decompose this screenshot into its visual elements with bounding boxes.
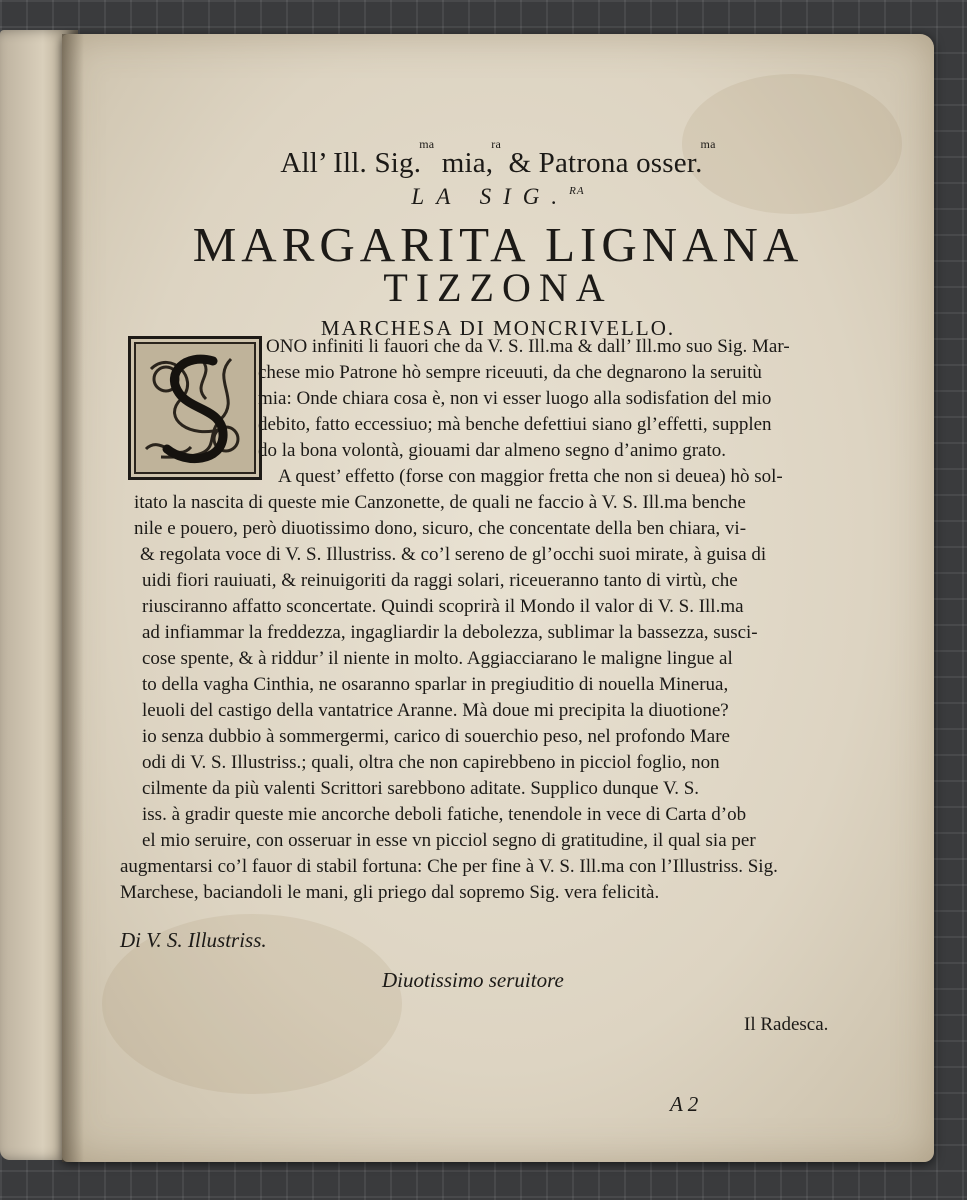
body-line: A quest’ effetto (forse con maggior fretta che non si deuea) hò sol- xyxy=(278,466,783,487)
dedication-text: mia, xyxy=(434,147,494,179)
la-sig-heading xyxy=(62,184,934,210)
body-line: nile e pouero, però diuotissimo dono, sicuro, che concentate della ben chiara, vi- xyxy=(134,518,747,539)
ornament-icon xyxy=(131,339,259,477)
superscript: ra xyxy=(491,137,501,151)
body-line: Marchese, baciandoli le mani, gli priego dal sopremo Sig. vera felicità. xyxy=(120,882,660,903)
body-line: debito, fatto eccessiuo; mà benche defettiui siano gl’effetti, supplen xyxy=(258,414,772,435)
closing-servitore: Diuotissimo seruitore xyxy=(382,968,564,992)
name-heading-line-2: TIZZONA xyxy=(383,265,613,310)
body-line: el mio seruire, con osseruar in esse vn picciol segno di gratitudine, il qual sia per xyxy=(142,830,756,851)
dedication-heading xyxy=(62,137,934,180)
body-line: ONO infiniti li fauori che da V. S. Ill.ma & dall’ Ill.mo suo Sig. Mar- xyxy=(266,336,790,357)
book-page xyxy=(62,34,934,1162)
body-line: uidi fiori rauiuati, & reinuigoriti da raggi solari, riceueranno tanto di virtù, che xyxy=(142,570,738,591)
body-line: odi di V. S. Illustriss.; quali, oltra che non capirebbeno in picciol foglio, non xyxy=(142,752,720,773)
signature-mark: A 2 xyxy=(670,1092,699,1116)
la-sig-text: LA SIG. xyxy=(411,184,570,209)
superscript: ma xyxy=(700,137,716,151)
decorated-initial-s xyxy=(128,336,262,480)
name-heading-line-1: MARGARITA LIGNANA xyxy=(192,217,804,272)
body-line: cose spente, & à riddur’ il niente in molto. Aggiacciarano le maligne lingue al xyxy=(142,648,733,669)
body-line: iss. à gradir queste mie ancorche deboli fatiche, tenendole in vece di Carta d’ob xyxy=(142,804,747,825)
superscript: RA xyxy=(569,185,585,197)
closing-salutation: Di V. S. Illustriss. xyxy=(120,928,267,952)
author-signature: Il Radesca. xyxy=(744,1014,829,1035)
dedication-text: & Patrona osser. xyxy=(501,147,703,179)
body-line: augmentarsi co’l fauor di stabil fortuna: Che per fine à V. S. Ill.ma con l’Illustriss. Sig. xyxy=(120,856,778,877)
body-line: leuoli del castigo della vantatrice Aranne. Mà doue mi precipita la diuotione? xyxy=(142,700,729,721)
body-line: cilmente da più valenti Scrittori sarebbono aditate. Supplico dunque V. S. xyxy=(142,778,700,799)
body-line: ad infiammar la freddezza, ingagliardir la debolezza, sublimar la bassezza, susci- xyxy=(142,622,758,643)
body-line: to della vagha Cinthia, ne osaranno sparlar in pregiuditio di nouella Minerua, xyxy=(142,674,729,695)
superscript: ma xyxy=(419,137,435,151)
body-line: do la bona volontà, giouami dar almeno segno d’animo grato. xyxy=(258,440,727,461)
body-line: riusciranno affatto sconcertate. Quindi scoprirà il Mondo il valor di V. S. Ill.ma xyxy=(142,596,744,617)
body-line: io senza dubbio à sommergermi, carico di souerchio peso, nel profondo Mare xyxy=(142,726,730,747)
body-line: itato la nascita di queste mie Canzonette, de quali ne faccio à V. S. Ill.ma benche xyxy=(134,492,746,513)
body-line: & regolata voce di V. S. Illustriss. & co’l sereno de gl’occhi suoi mirate, à guisa di xyxy=(140,544,767,565)
body-line: chese mio Patrone hò sempre riceuuti, da che degnarono la seruitù xyxy=(258,362,762,383)
dedication-text: All’ Ill. Sig. xyxy=(280,147,422,179)
body-line: mia: Onde chiara cosa è, non vi esser luogo alla sodisfation del mio xyxy=(258,388,772,409)
marchesa-title: MARCHESA DI MONCRIVELLO. xyxy=(320,316,676,340)
